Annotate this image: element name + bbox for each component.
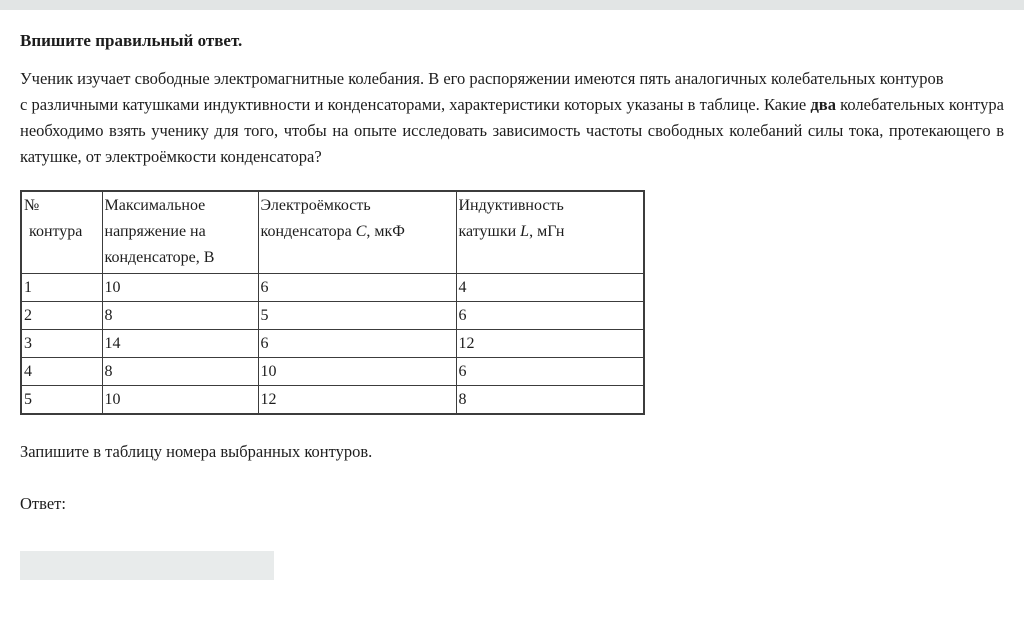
- cell-inductance: 12: [456, 330, 644, 358]
- cell-contour-number: 1: [21, 274, 102, 302]
- cell-voltage: 14: [102, 330, 258, 358]
- inductance-symbol: L: [520, 223, 530, 240]
- header-capacitance-line1: Электроёмкость: [260, 197, 371, 214]
- cell-contour-number: 2: [21, 302, 102, 330]
- col-header-max-voltage: Максимальное напряжение на конденсаторе, В: [102, 191, 258, 274]
- cell-voltage: 10: [102, 386, 258, 415]
- cell-capacitance: 5: [258, 302, 456, 330]
- cell-capacitance: 10: [258, 358, 456, 386]
- header-number-line1: №: [24, 197, 40, 214]
- col-header-contour-number: [21, 191, 102, 274]
- header-capacitance-units: , мкФ: [366, 223, 405, 240]
- instruction-text: Запишите в таблицу номера выбранных контуров.: [20, 442, 373, 461]
- cell-capacitance: 6: [258, 274, 456, 302]
- cell-voltage: 8: [102, 358, 258, 386]
- cell-contour-number: 3: [21, 330, 102, 358]
- header-inductance-line1: Индуктивность: [458, 197, 564, 214]
- col-header-inductance: [456, 191, 644, 274]
- top-bar: [0, 0, 1024, 10]
- problem-text: [20, 66, 1004, 170]
- answer-label: Ответ:: [20, 494, 66, 513]
- cell-voltage: 10: [102, 274, 258, 302]
- table-header-row: [21, 191, 644, 274]
- cell-capacitance: 6: [258, 330, 456, 358]
- cell-capacitance: 12: [258, 386, 456, 415]
- capacitance-symbol: C: [355, 223, 367, 240]
- answer-input[interactable]: [20, 551, 274, 580]
- cell-inductance: 6: [456, 302, 644, 330]
- header-inductance-line2: катушки: [458, 223, 521, 240]
- problem-line-1: Ученик изучает свободные электромагнитные колебания. В его распоряжении имеются пять аналогичных колебательных контуров: [20, 69, 944, 88]
- cell-inductance: 6: [456, 358, 644, 386]
- cell-contour-number: 5: [21, 386, 102, 415]
- table-row: [21, 386, 644, 415]
- question-page: [0, 28, 1024, 580]
- header-capacitance-line2: конденсатора: [260, 223, 356, 240]
- problem-part-2: с различными катушками индуктивности и конденсаторами, характеристики которых указаны в таблице. Какие: [20, 95, 811, 114]
- page-title: Впишите правильный ответ.: [20, 31, 243, 50]
- problem-bold-word: два: [810, 95, 836, 114]
- cell-voltage: 8: [102, 302, 258, 330]
- cell-inductance: 4: [456, 274, 644, 302]
- header-inductance-units: , мГн: [529, 223, 565, 240]
- cell-inductance: 8: [456, 386, 644, 415]
- table-row: [21, 330, 644, 358]
- table-row: [21, 302, 644, 330]
- table-row: [21, 274, 644, 302]
- problem-part-3: колебательных контура необходимо взять ученику для того, чтобы на опыте исследовать зависимость частоты свободных колебаний силы тока, протекающего в катушке, от электроёмкости конденсатора?: [20, 95, 1004, 166]
- col-header-capacitance: [258, 191, 456, 274]
- table-row: [21, 358, 644, 386]
- cell-contour-number: 4: [21, 358, 102, 386]
- contours-table: [20, 190, 645, 415]
- header-number-line2: контура: [29, 223, 83, 240]
